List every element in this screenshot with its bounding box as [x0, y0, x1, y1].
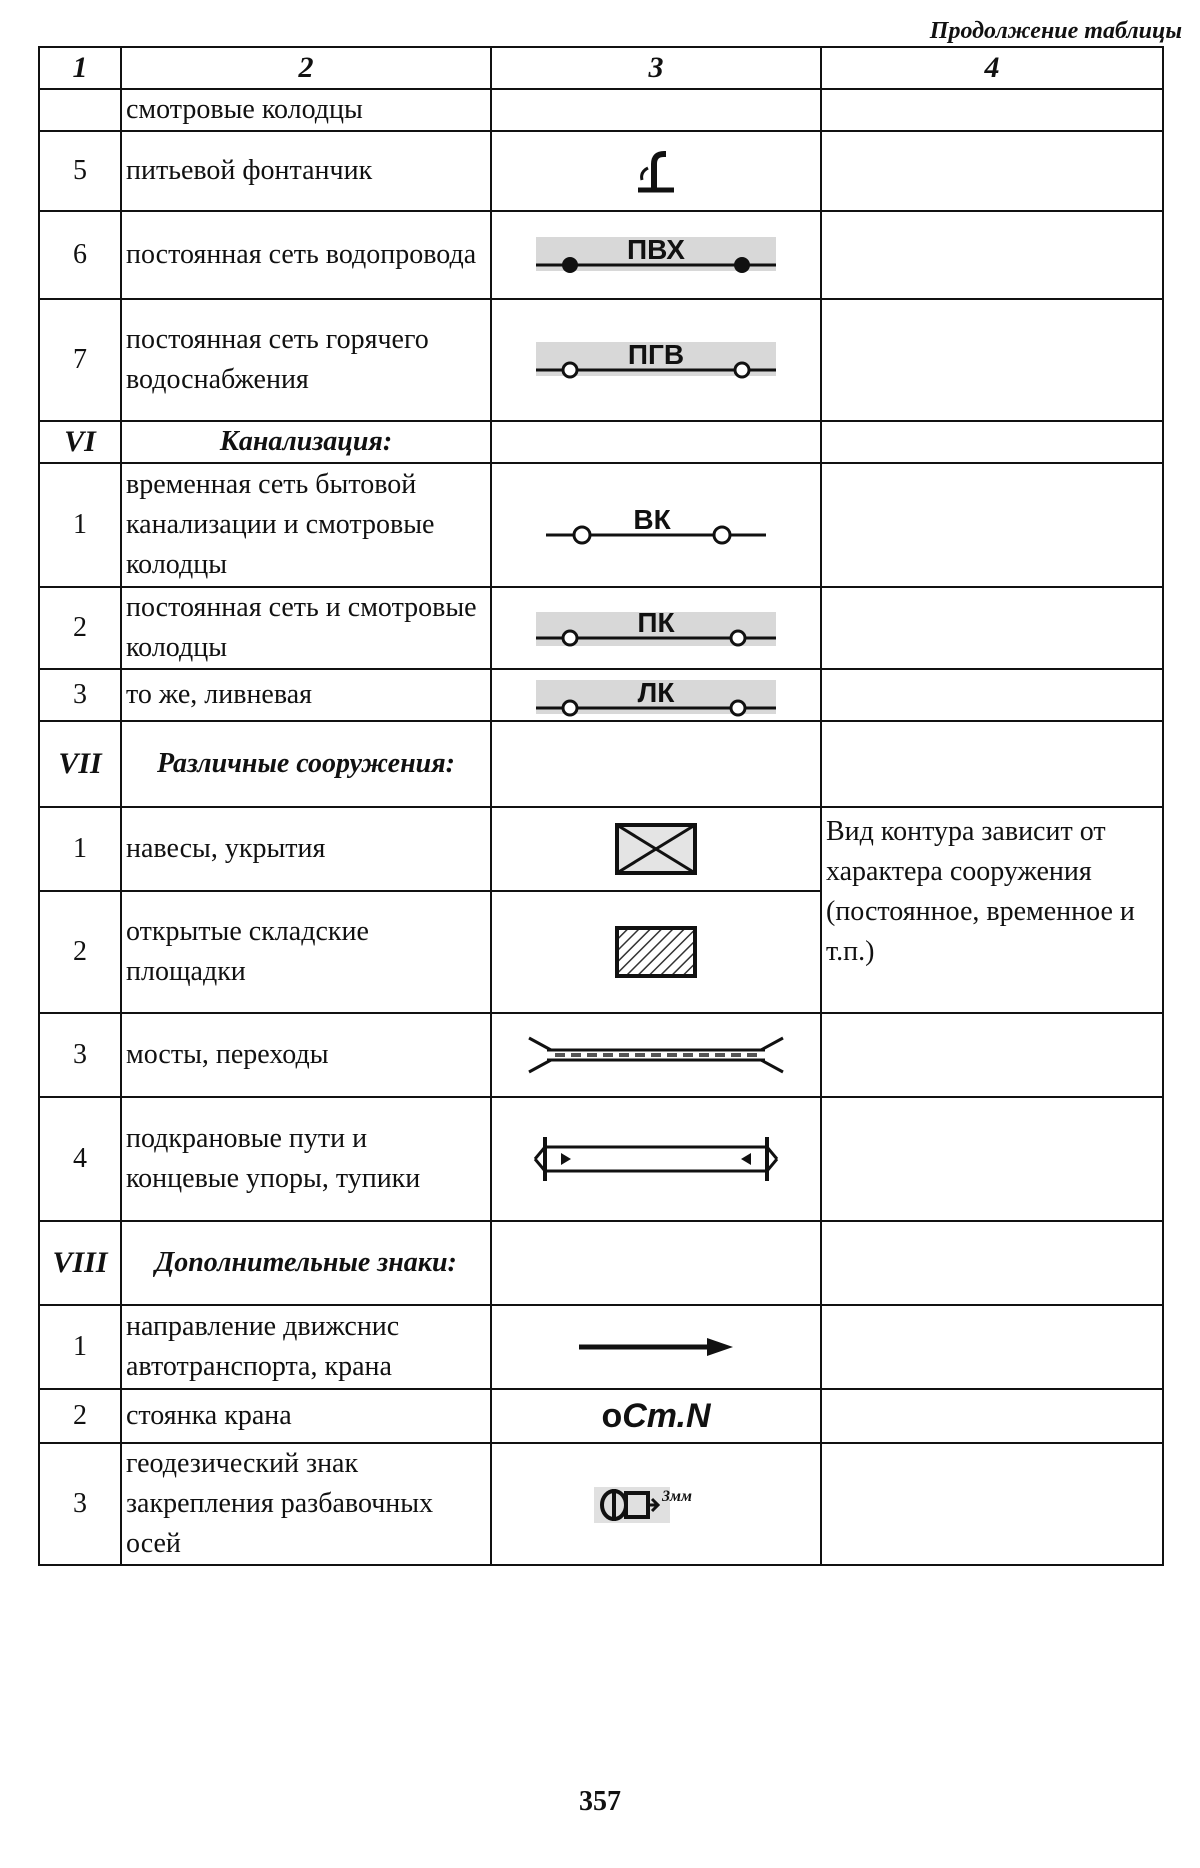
table-continuation-caption: Продолжение таблицы [929, 18, 1182, 44]
row-number: 1 [39, 463, 121, 587]
section-title: Канализация: [121, 421, 491, 463]
row-description: то же, ливневая [121, 669, 491, 721]
symbol-label: ВК [633, 504, 671, 535]
crane-track-icon [531, 1129, 781, 1189]
row-note [821, 1097, 1163, 1221]
row-note [821, 211, 1163, 299]
header-col-2: 2 [121, 47, 491, 89]
table-row [39, 299, 1163, 421]
crane-stand-circle: о [601, 1396, 623, 1435]
table-row [39, 587, 1163, 669]
table-row [39, 211, 1163, 299]
row-note [821, 1013, 1163, 1097]
drinking-fountain-icon [626, 146, 686, 196]
row-number: 4 [39, 1097, 121, 1221]
row-symbol [491, 587, 821, 669]
row-number: 3 [39, 1443, 121, 1565]
row-symbol [491, 1443, 821, 1565]
row-note [821, 721, 1163, 807]
row-note [821, 669, 1163, 721]
section-row [39, 1221, 1163, 1305]
section-number: VII [39, 721, 121, 807]
row-symbol [491, 421, 821, 463]
row-note [821, 131, 1163, 211]
header-col-4: 4 [821, 47, 1163, 89]
row-description: навесы, укрытия [121, 807, 491, 891]
row-description: постоянная сеть водопровода [121, 211, 491, 299]
row-number: 2 [39, 891, 121, 1013]
header-col-1: 1 [39, 47, 121, 89]
direction-arrow-icon [571, 1332, 741, 1362]
crane-stand-label: Ст.N [622, 1396, 711, 1435]
row-description: стоянка крана [121, 1389, 491, 1443]
table-row [39, 1389, 1163, 1443]
page-number: 357 [579, 1786, 621, 1817]
section-number: VIII [39, 1221, 121, 1305]
storm-sewer-line-icon [526, 672, 786, 718]
row-note: Вид контура зависит от характера сооружения (постоянное, временное и т.п.) [821, 807, 1163, 1013]
row-symbol [491, 463, 821, 587]
row-note [821, 587, 1163, 669]
table-row [39, 807, 1163, 891]
row-symbol [491, 1389, 821, 1443]
row-symbol [491, 89, 821, 131]
table-row [39, 89, 1163, 131]
symbol-label: ПК [637, 607, 675, 638]
row-note [821, 1221, 1163, 1305]
row-symbol [491, 1305, 821, 1389]
row-symbol [491, 721, 821, 807]
row-symbol [491, 669, 821, 721]
row-description: открытые складские площадки [121, 891, 491, 1013]
table-row [39, 1097, 1163, 1221]
row-note [821, 1389, 1163, 1443]
symbol-label: ПВХ [627, 234, 685, 265]
row-number: 6 [39, 211, 121, 299]
row-number: 7 [39, 299, 121, 421]
table-header-row [39, 47, 1163, 89]
row-symbol [491, 1097, 821, 1221]
canopy-shelter-icon [611, 819, 701, 879]
row-description: геодезический знак закрепления разбавочных осей [121, 1443, 491, 1565]
temporary-sewer-line-icon [526, 495, 786, 555]
table-row [39, 669, 1163, 721]
table-row [39, 1305, 1163, 1389]
row-note [821, 89, 1163, 131]
section-number: VI [39, 421, 121, 463]
section-title: Дополнительные знаки: [121, 1221, 491, 1305]
geodetic-mark-icon [586, 1479, 726, 1529]
row-description: направление движснис автотранспорта, крана [121, 1305, 491, 1389]
row-symbol [491, 1013, 821, 1097]
row-symbol [491, 807, 821, 891]
symbol-label: ПГВ [627, 339, 685, 370]
table-row [39, 1443, 1163, 1565]
row-note [821, 299, 1163, 421]
row-note [821, 463, 1163, 587]
row-number: 3 [39, 669, 121, 721]
row-note [821, 1443, 1163, 1565]
hot-water-line-icon [526, 330, 786, 390]
row-description: мосты, переходы [121, 1013, 491, 1097]
row-number: 3 [39, 1013, 121, 1097]
row-symbol [491, 891, 821, 1013]
water-supply-line-icon [526, 225, 786, 285]
mark-size-label: 3мм [662, 1488, 692, 1505]
row-description: подкрановые пути и концевые упоры, тупики [121, 1097, 491, 1221]
row-number: 1 [39, 1305, 121, 1389]
row-note [821, 421, 1163, 463]
row-description: смотровые колодцы [121, 89, 491, 131]
row-number [39, 89, 121, 131]
row-number: 1 [39, 807, 121, 891]
table-row [39, 1013, 1163, 1097]
row-symbol [491, 299, 821, 421]
row-description: питьевой фонтанчик [121, 131, 491, 211]
row-symbol [491, 131, 821, 211]
section-row [39, 421, 1163, 463]
table-row [39, 463, 1163, 587]
header-col-3: 3 [491, 47, 821, 89]
row-description: постоянная сеть и смотровые колодцы [121, 587, 491, 669]
section-title: Различные сооружения: [121, 721, 491, 807]
storage-area-icon [611, 922, 701, 982]
row-number: 2 [39, 1389, 121, 1443]
row-description: постоянная сеть горячего водоснабжения [121, 299, 491, 421]
symbol-label: ЛК [637, 677, 675, 708]
legend-table [38, 46, 1164, 1566]
table-row [39, 131, 1163, 211]
row-symbol [491, 211, 821, 299]
row-number: 2 [39, 587, 121, 669]
permanent-sewer-line-icon [526, 598, 786, 658]
row-number: 5 [39, 131, 121, 211]
section-row [39, 721, 1163, 807]
bridge-crossing-icon [521, 1030, 791, 1080]
row-note [821, 1305, 1163, 1389]
row-description: временная сеть бытовой канализации и смотровые колодцы [121, 463, 491, 587]
row-symbol [491, 1221, 821, 1305]
